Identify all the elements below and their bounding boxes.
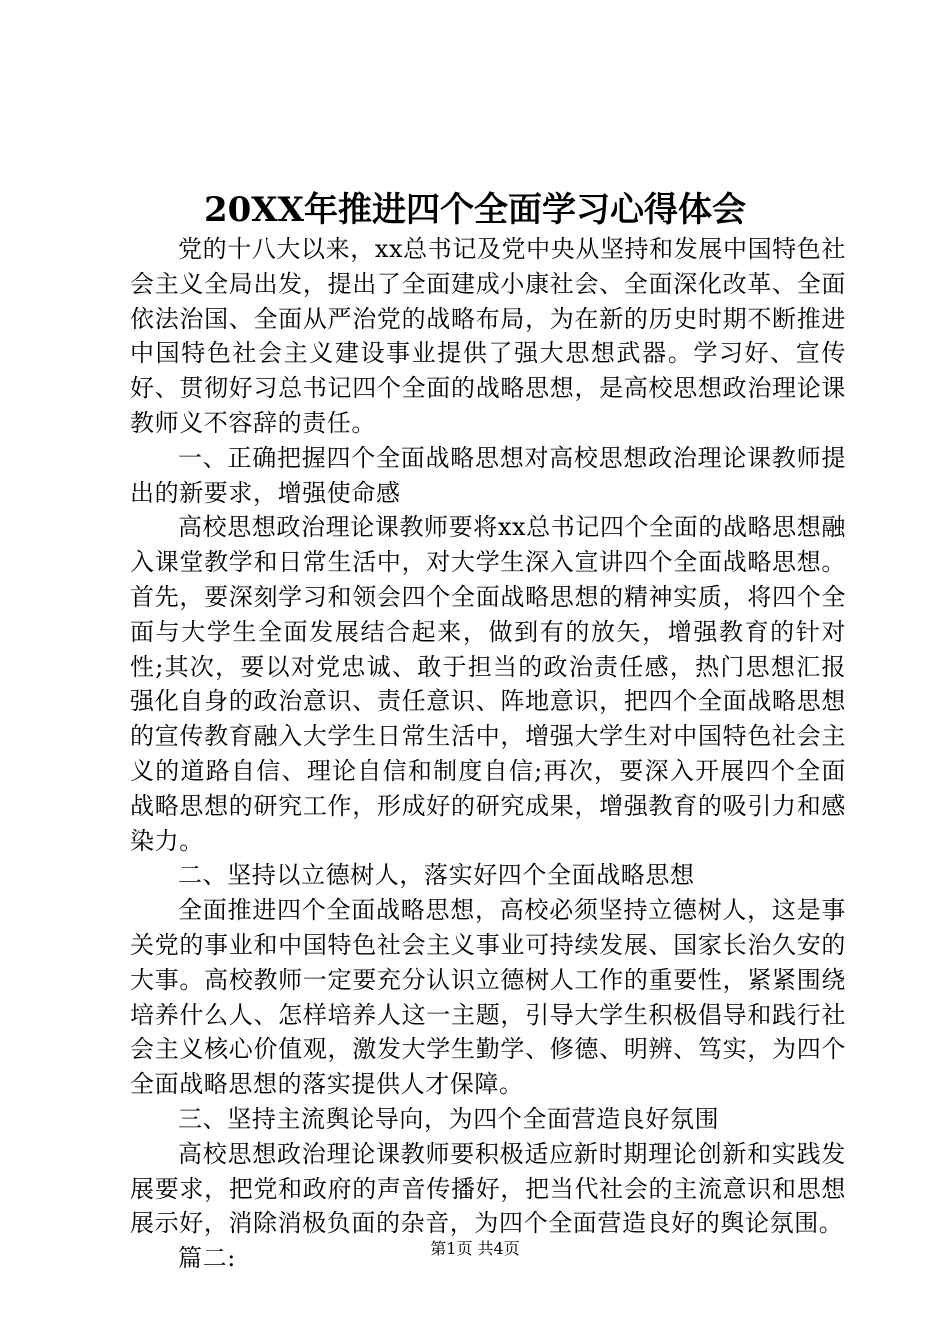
section-heading-1: 一、正确把握四个全面战略思想对高校思想政治理论课教师提出的新要求，增强使命感 [130, 443, 846, 507]
paragraph-intro: 党的十八大以来，xx总书记及党中央从坚持和发展中国特色社会主义全局出发，提出了全面建成小康社会、全面深化改革、全面依法治国、全面从严治党的战略布局，为在新的历史时期不断推进中国特色社会主义建设事业提供了强大思想武器。学习好、宣传好、贯彻好习总书记四个全面的战略思想，是高校思想政治理论课教师义不容辞的责任。 [130, 235, 846, 437]
paragraph-section-3: 高校思想政治理论课教师要积极适应新时期理论创新和实践发展要求，把党和政府的声音传播好，把当代社会的主流意识和思想展示好，消除消极负面的杂音，为四个全面营造良好的舆论氛围。 [130, 1139, 846, 1238]
document-title: 20XX年推进四个全面学习心得体会 [203, 190, 747, 230]
document-body [130, 232, 846, 1276]
part-two-heading: 篇二: [178, 1244, 236, 1273]
page-number-footer: 第1页 共4页 [430, 1239, 520, 1258]
section-heading-3: 三、坚持主流舆论导向，为四个全面营造良好氛围 [178, 1104, 720, 1133]
paragraph-section-1: 高校思想政治理论课教师要将xx总书记四个全面的战略思想融入课堂教学和日常生活中，对大学生深入宣讲四个全面战略思想。首先，要深刻学习和领会四个全面战略思想的精神实质，将四个全面与大学生全面发展结合起来，做到有的放矢，增强教育的针对性;其次，要以对党忠诚、敢于担当的政治责任感，热门思想汇报强化自身的政治意识、责任意识、阵地意识，把四个全面战略思想的宣传教育融入大学生日常生活中，增强大学生对中国特色社会主义的道路自信、理论自信和制度自信;再次，要深入开展四个全面战略思想的研究工作，形成好的研究成果，增强教育的吸引力和感染力。 [130, 513, 846, 855]
section-heading-2: 二、坚持以立德树人，落实好四个全面战略思想 [178, 861, 695, 890]
paragraph-section-2: 全面推进四个全面战略思想，高校必须坚持立德树人，这是事关党的事业和中国特色社会主义事业可持续发展、国家长治久安的大事。高校教师一定要充分认识立德树人工作的重要性，紧紧围绕培养什么人、怎样培养人这一主题，引导大学生积极倡导和践行社会主义核心价值观，激发大学生勤学、修德、明辨、笃实，为四个全面战略思想的落实提供人才保障。 [130, 896, 846, 1099]
